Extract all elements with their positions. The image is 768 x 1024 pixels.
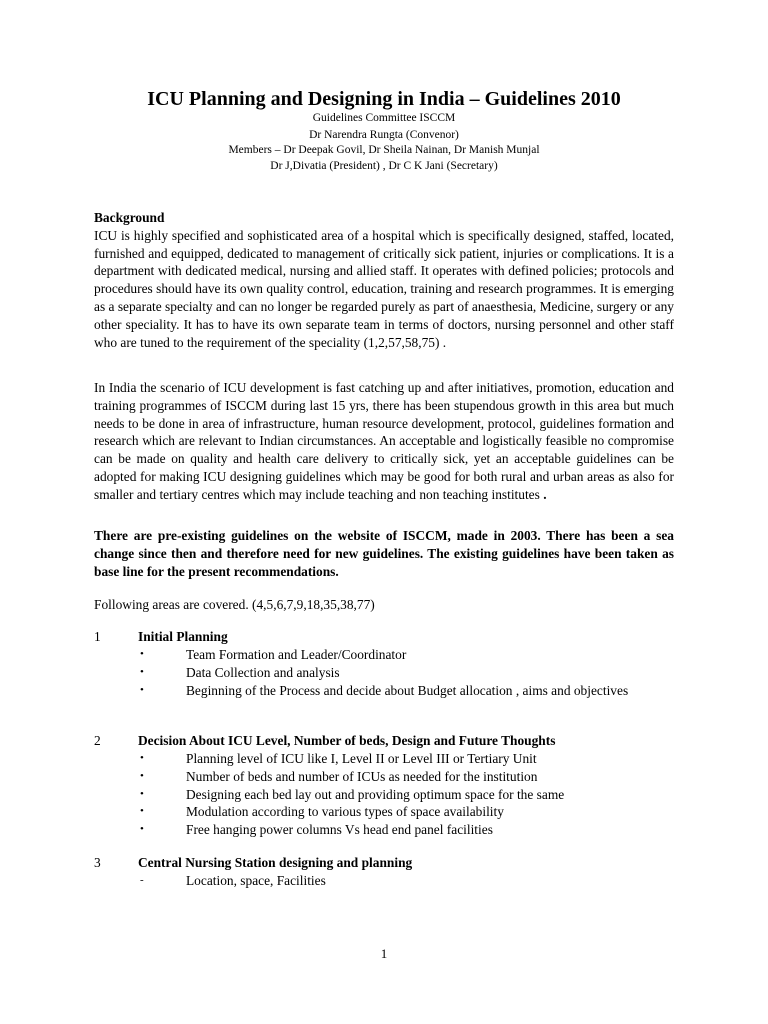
list-item-text: Data Collection and analysis: [186, 664, 340, 680]
section-title: Initial Planning: [138, 629, 228, 644]
section-title: Decision About ICU Level, Number of beds, Design and Future Thoughts: [138, 733, 556, 748]
bullet-icon: •: [140, 683, 144, 696]
preexisting-guidelines-paragraph: There are pre-existing guidelines on the website of ISCCM, made in 2003. There has been a sea change since then and therefore need for new guidelines. The existing guidelines have been taken as base line for the present recommendations.: [94, 528, 674, 579]
list-item-text: Number of beds and number of ICUs as needed for the institution: [186, 768, 538, 784]
section-number: 3: [94, 855, 101, 870]
list-item-text: Beginning of the Process and decide about Budget allocation , aims and objectives: [186, 682, 629, 698]
section-number: 2: [94, 733, 101, 748]
list-item: [138, 646, 674, 664]
section-list: [138, 872, 674, 890]
background-section: [94, 209, 674, 351]
list-item: [138, 664, 674, 682]
bullet-icon: •: [140, 648, 144, 660]
section-title: Central Nursing Station designing and planning: [138, 855, 413, 870]
list-item-text: Location, space, Facilities: [186, 873, 326, 888]
india-paragraph-end: .: [539, 486, 547, 502]
list-item: [138, 803, 674, 821]
dash-icon: -: [140, 874, 144, 886]
bullet-icon: •: [140, 823, 144, 836]
bullet-icon: •: [140, 665, 144, 678]
list-item-text: Free hanging power columns Vs head end panel facilities: [186, 822, 493, 838]
list-item-text: Modulation according to various types of space availability: [186, 804, 504, 820]
section-number: 1: [94, 629, 101, 644]
document-title: ICU Planning and Designing in India – Guidelines 2010: [147, 88, 621, 110]
list-item: [138, 750, 674, 768]
india-paragraph-text: In India the scenario of ICU development is fast catching up and after initiatives, promotion, education and training programmes of ISCCM during last 15 yrs, there has been stupendous growth in this area but much needs to be done in area of infrastructure, human resource development, protocol, guidelines formation and research which are relevant to Indian circumstances. An acceptable and logistically feasible no compromise can be made on quality and health care delivery to critically sick, yet an acceptable guidelines can be adopted for making ICU designing guidelines which may be good for both rural and urban areas as also for smaller and tertiary centres which may include teaching and non teaching institutes: [94, 380, 674, 502]
list-item-text: Designing each bed lay out and providing optimum space for the same: [186, 786, 565, 802]
list-item: [138, 786, 674, 804]
list-item-text: Planning level of ICU like I, Level II or Level III or Tertiary Unit: [186, 751, 537, 766]
bullet-icon: •: [140, 752, 144, 764]
list-item-text: Team Formation and Leader/Coordinator: [186, 647, 407, 662]
section-list: [138, 646, 674, 699]
section-list: [138, 750, 674, 839]
india-paragraph: [94, 379, 674, 504]
background-heading: Background: [94, 210, 165, 225]
officers-line: Dr J,Divatia (President) , Dr C K Jani (Secretary): [270, 160, 498, 172]
list-item: [138, 768, 674, 786]
list-item: [138, 872, 674, 890]
members-line: Members – Dr Deepak Govil, Dr Sheila Nainan, Dr Manish Munjal: [228, 144, 540, 156]
page-number: 1: [380, 946, 388, 961]
list-item: [138, 821, 674, 839]
bullet-icon: •: [140, 769, 144, 782]
list-item: [138, 682, 674, 700]
background-paragraph: ICU is highly specified and sophisticated area of a hospital which is specifically designed, staffed, located, furnished and equipped, dedicated to management of critically sick patient, injuries or complications. It is a department with dedicated medical, nursing and allied staff. It operates with defined policies; protocols and procedures should have its own quality control, education, training and research programmes. It is emerging as a separate specialty and can no longer be regarded purely as part of anaesthesia, Medicine, surgery or any other speciality. It has to have its own separate team in terms of doctors, nursing personnel and other staff who are tuned to the requirement of the speciality (1,2,57,58,75) .: [94, 227, 674, 350]
areas-intro: Following areas are covered. (4,5,6,7,9,18,35,38,77): [94, 597, 375, 612]
bullet-icon: •: [140, 805, 144, 818]
convenor-line: Dr Narendra Rungta (Convenor): [309, 129, 459, 141]
bullet-icon: •: [140, 787, 144, 800]
committee-line: Guidelines Committee ISCCM: [312, 112, 456, 124]
